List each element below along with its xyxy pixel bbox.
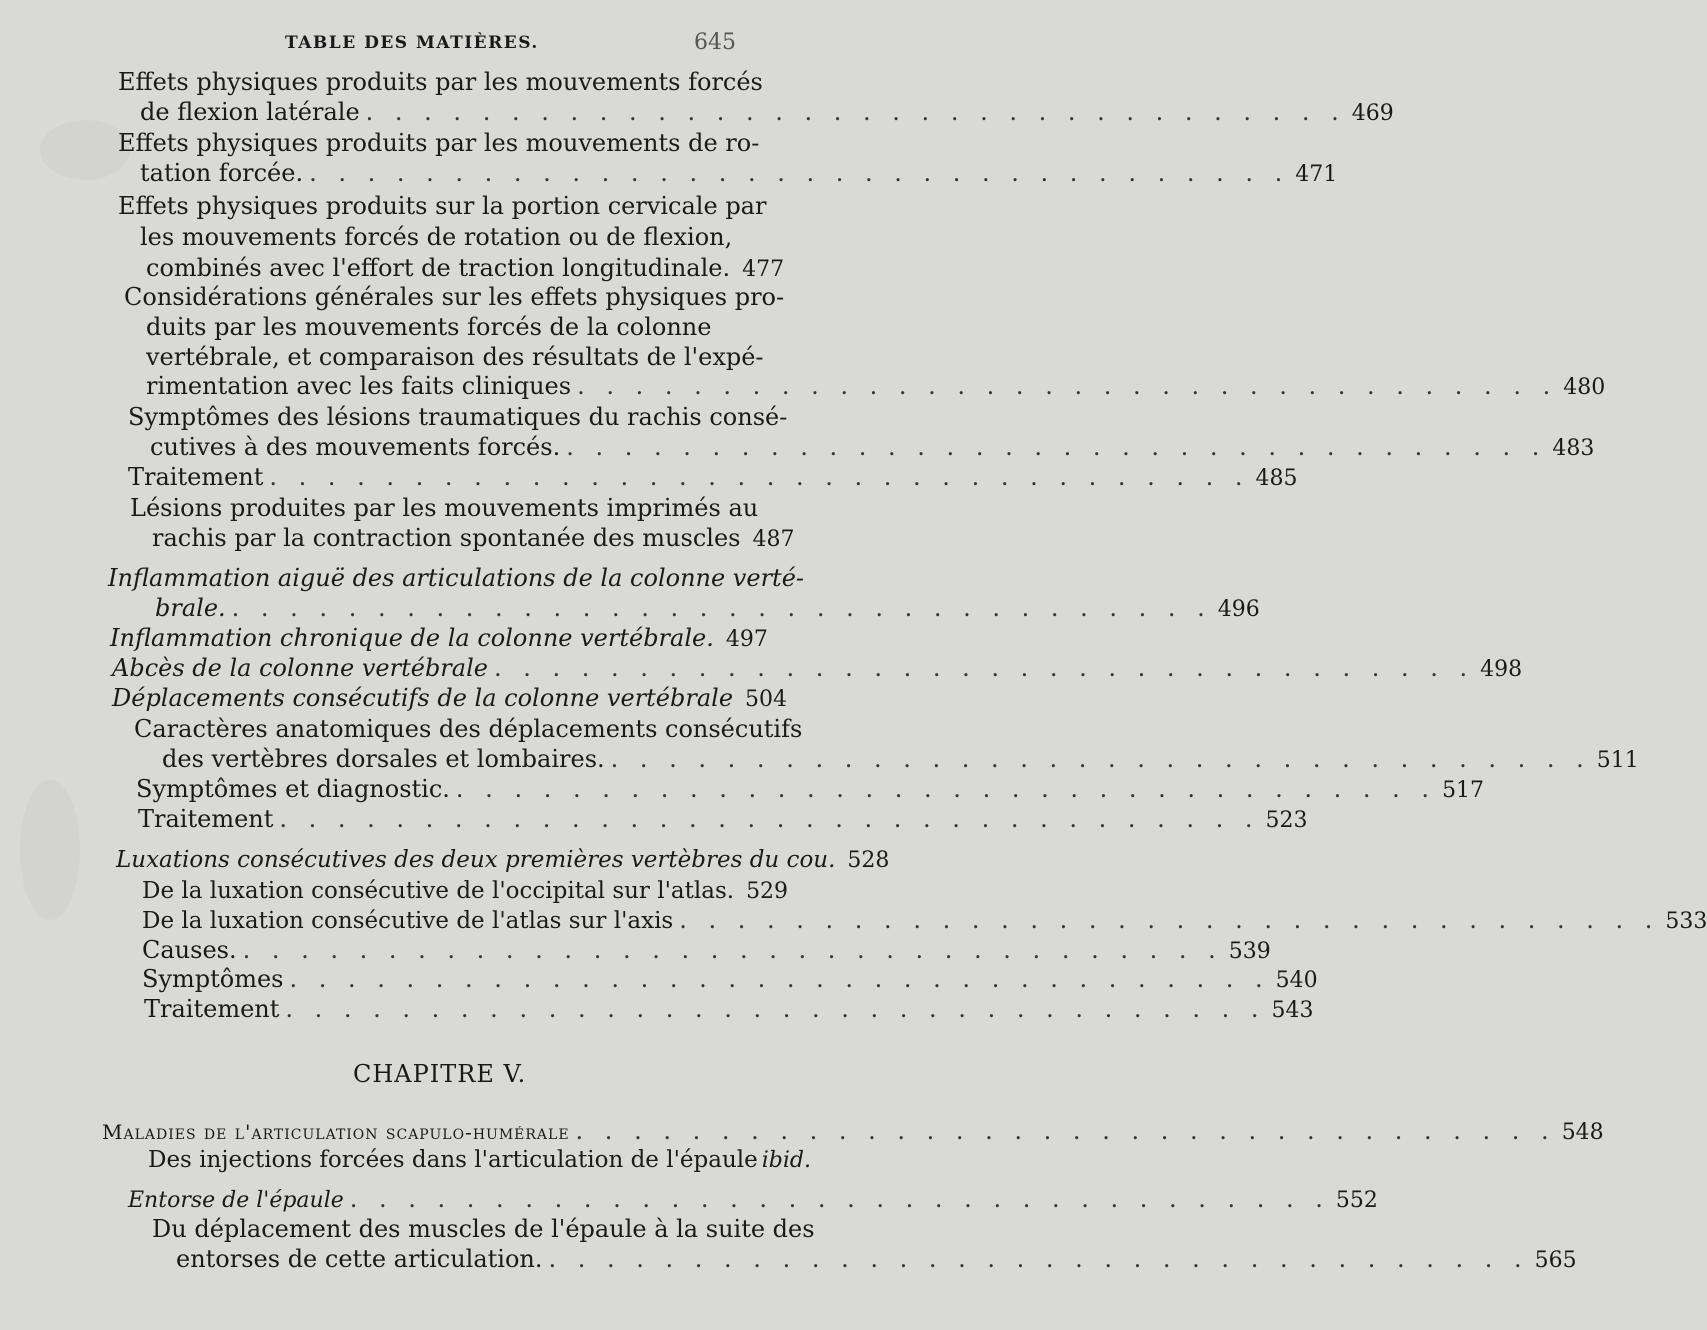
toc-entry-text: Symptômes des lésions traumatiques du rachis consé- xyxy=(128,403,788,431)
toc-entry xyxy=(140,97,1394,129)
dot-leader: . . . . . . . . . . . . . . . . . . . . . . . . . . . . . . . . . . xyxy=(493,654,1475,682)
toc-entry xyxy=(142,964,1318,996)
toc-page-number: 543 xyxy=(1271,998,1314,1023)
toc-entry-text: Traitement xyxy=(138,805,274,833)
toc-entry-text: Effets physiques produits par les mouvements forcés xyxy=(118,68,763,96)
toc-page-number: 533 xyxy=(1665,909,1707,934)
chapter-heading: CHAPITRE V. xyxy=(353,1060,527,1088)
dot-leader: . . . . . . . . . . . . . . . . . . . . . . . . . . . . . . . . . . xyxy=(269,463,1250,491)
toc-section-text: Maladies de l'articulation scapulo-humérale xyxy=(102,1120,570,1144)
toc-section-text: brale. xyxy=(155,594,226,622)
toc-page-number: 469 xyxy=(1351,101,1394,126)
toc-entry xyxy=(116,845,890,876)
dot-leader: . . . . . . . . . . . . . . . . . . . . . . . . . . . . . . . . . . xyxy=(610,745,1591,773)
toc-entry xyxy=(140,158,1338,190)
toc-section-text: Luxations consécutives des deux premières vertèbres du cou. xyxy=(116,847,836,873)
toc-entry-text: rimentation avec les faits cliniques xyxy=(146,372,572,400)
dot-leader: . . . . . . . . . . . . . . . . . . . . . . . . . . . . . . . . . . xyxy=(679,906,1660,934)
toc-entry xyxy=(144,994,1314,1026)
toc-entry xyxy=(146,371,1606,403)
toc-entry xyxy=(138,804,1308,836)
toc-entry-text: Causes. xyxy=(142,936,237,964)
toc-entry xyxy=(155,593,1260,625)
toc-page-number: 471 xyxy=(1295,162,1338,187)
running-head xyxy=(0,30,800,60)
dot-leader: . . . . . . . . . . . . . . . . . . . . . . . . . . . . . . . . . . xyxy=(349,1185,1330,1213)
toc-page-number: 480 xyxy=(1563,375,1606,400)
toc-entry-text: rachis par la contraction spontanée des muscles xyxy=(152,524,741,552)
toc-page-number: 487 xyxy=(752,527,795,552)
toc-section-text: Abcès de la colonne vertébrale xyxy=(112,654,488,682)
toc-entry-text: Lésions produites par les mouvements imprimés au xyxy=(130,494,759,522)
paper-stain xyxy=(20,780,80,920)
toc-page-number: 528 xyxy=(847,848,890,873)
toc-page-number: 548 xyxy=(1561,1120,1604,1145)
toc-entry-text: tation forcée. xyxy=(140,159,304,187)
toc-page-number: ibid. xyxy=(761,1148,811,1173)
toc-entry xyxy=(112,683,788,715)
dot-leader: . . . . . . . . . . . . . . . . . . . . . . . . . . . . . . . . . . xyxy=(575,1117,1556,1145)
toc-page-number: 539 xyxy=(1228,939,1271,964)
toc-entry-text: Symptômes et diagnostic. xyxy=(136,775,450,803)
toc-entry xyxy=(128,1184,1378,1216)
dot-leader: . . . . . . . . . . . . . . . . . . . . . . . . . . . . . . . . . . xyxy=(279,805,1260,833)
toc-entry xyxy=(146,253,785,285)
toc-page-number: 565 xyxy=(1534,1248,1577,1273)
toc-entry xyxy=(142,905,1707,937)
toc-page-number: 497 xyxy=(725,627,768,652)
toc-section-text: Inflammation aiguë des articulations de la colonne verté- xyxy=(108,564,804,592)
toc-page-number: 529 xyxy=(746,879,789,904)
toc-entry xyxy=(142,875,789,907)
toc-entry xyxy=(142,935,1271,967)
toc-entry xyxy=(128,462,1298,494)
toc-entry-text: combinés avec l'effort de traction longitudinale. xyxy=(146,254,731,282)
toc-section-text: Inflammation chronique de la colonne vertébrale. xyxy=(110,624,714,652)
toc-entry xyxy=(150,432,1595,464)
toc-entry-text: les mouvements forcés de rotation ou de flexion, xyxy=(140,223,733,251)
running-title: TABLE DES MATIÈRES. xyxy=(285,33,539,53)
dot-leader: . . . . . . . . . . . . . . . . . . . . . . . . . . . . . . . . . . xyxy=(231,594,1212,622)
toc-entry-text: De la luxation consécutive de l'atlas sur l'axis xyxy=(142,908,674,934)
toc-entry-text: des vertèbres dorsales et lombaires. xyxy=(162,745,605,773)
dot-leader: . . . . . . . . . . . . . . . . . . . . . . . . . . . . . . . . . . xyxy=(242,936,1223,964)
toc-page-number: 523 xyxy=(1265,808,1308,833)
toc-entry-text: Symptômes xyxy=(142,965,284,993)
toc-entry-text: Effets physiques produits par les mouvements de ro- xyxy=(118,129,760,157)
toc-page-number: 504 xyxy=(745,687,788,712)
toc-entry xyxy=(152,523,795,555)
dot-leader: . . . . . . . . . . . . . . . . . . . . . . . . . . . . . . . . . . xyxy=(455,775,1437,803)
dot-leader: . . . . . . . . . . . . . . . . . . . . . . . . . . . . . . . . . . xyxy=(309,159,1290,187)
toc-entry-text: Considérations générales sur les effets physiques pro- xyxy=(124,283,785,311)
toc-entry-text: duits par les mouvements forcés de la colonne xyxy=(146,313,712,341)
toc-section-text: Entorse de l'épaule xyxy=(128,1188,344,1213)
toc-entry xyxy=(102,1116,1604,1148)
toc-page-number: 483 xyxy=(1552,436,1595,461)
toc-entry-text: de flexion latérale xyxy=(140,98,360,126)
toc-page-number: 511 xyxy=(1596,748,1639,773)
toc-page-number: 517 xyxy=(1442,778,1485,803)
toc-page-number: 498 xyxy=(1480,657,1523,682)
paper-stain xyxy=(40,120,130,180)
toc-page-number: 477 xyxy=(742,257,785,282)
page-number: 645 xyxy=(694,30,736,55)
toc-entry-text: Traitement xyxy=(128,463,264,491)
toc-page-number: 540 xyxy=(1275,968,1318,993)
toc-entry-text: entorses de cette articulation. xyxy=(176,1245,543,1273)
toc-entry-text: cutives à des mouvements forcés. xyxy=(150,433,561,461)
toc-entry-text: De la luxation consécutive de l'occipital sur l'atlas. xyxy=(142,878,735,904)
toc-entry xyxy=(112,653,1523,685)
dot-leader: . . . . . . . . . . . . . . . . . . . . . . . . . . . . . . . . . . xyxy=(365,98,1346,126)
toc-entry xyxy=(162,744,1639,776)
toc-entry xyxy=(148,1145,811,1176)
toc-entry-text: vertébrale, et comparaison des résultats de l'expé- xyxy=(146,343,764,371)
toc-entry xyxy=(176,1244,1577,1276)
toc-entry-text: Caractères anatomiques des déplacements consécutifs xyxy=(134,715,803,743)
toc-page-number: 485 xyxy=(1255,466,1298,491)
toc-entry xyxy=(136,774,1485,806)
dot-leader: . . . . . . . . . . . . . . . . . . . . . . . . . . . . . . . . . . xyxy=(285,995,1266,1023)
toc-page-number: 496 xyxy=(1217,597,1260,622)
dot-leader: . . . . . . . . . . . . . . . . . . . . . . . . . . . . . . . . . . xyxy=(289,965,1270,993)
toc-page-number: 552 xyxy=(1335,1188,1378,1213)
dot-leader: . . . . . . . . . . . . . . . . . . . . . . . . . . . . . . . . . . xyxy=(566,433,1547,461)
toc-entry-text: Traitement xyxy=(144,995,280,1023)
toc-section-text: Déplacements consécutifs de la colonne vertébrale xyxy=(112,684,734,712)
dot-leader: . . . . . . . . . . . . . . . . . . . . . . . . . . . . . . . . . . xyxy=(577,372,1558,400)
dot-leader: . . . . . . . . . . . . . . . . . . . . . . . . . . . . . . . . . . xyxy=(548,1245,1529,1273)
toc-entry xyxy=(110,623,768,655)
toc-entry-text: Des injections forcées dans l'articulation de l'épaule xyxy=(148,1147,758,1173)
toc-entry-text: Du déplacement des muscles de l'épaule à la suite des xyxy=(152,1215,815,1243)
toc-entry-text: Effets physiques produits sur la portion cervicale par xyxy=(118,192,767,220)
